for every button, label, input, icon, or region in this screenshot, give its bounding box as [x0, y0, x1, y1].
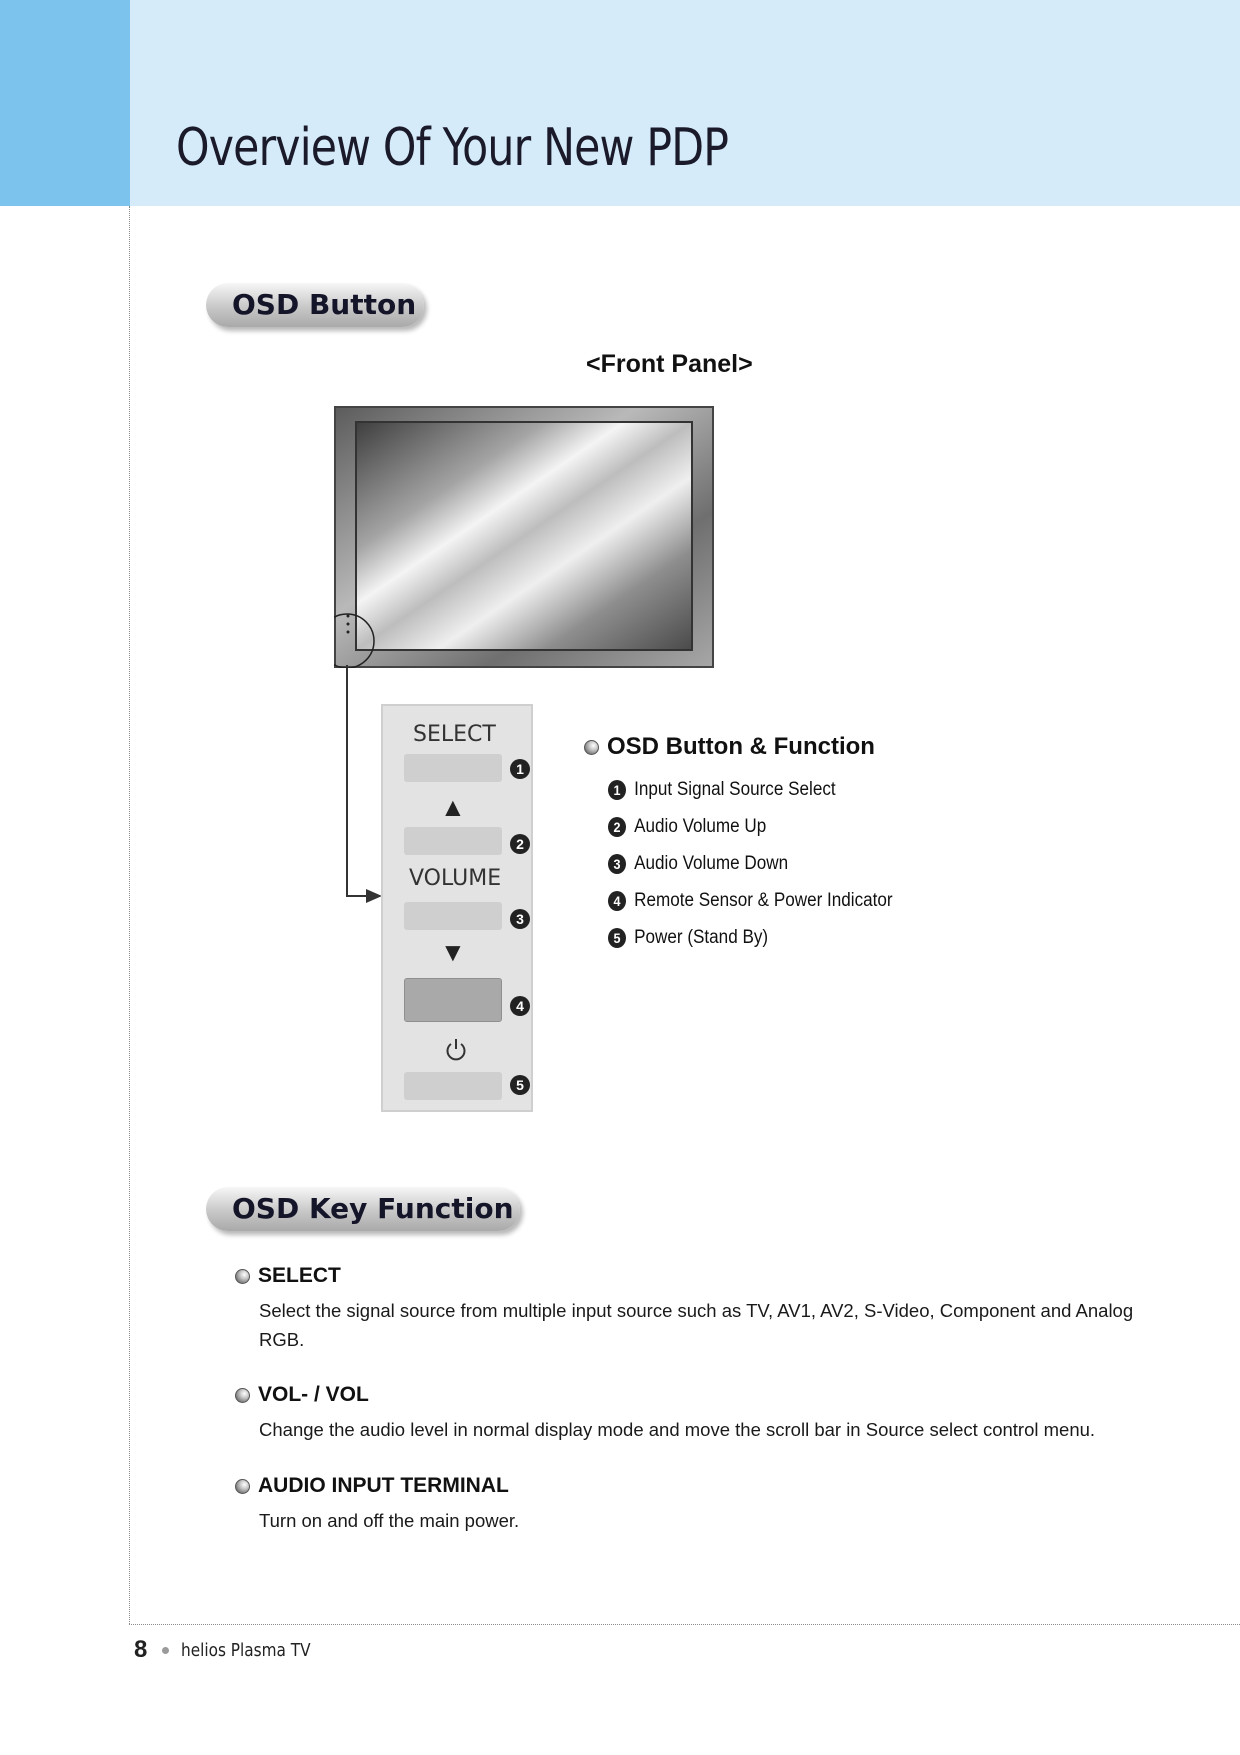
select-button[interactable]: [404, 754, 502, 782]
number-badge: 3: [608, 854, 626, 874]
bullet-icon: [584, 740, 599, 755]
key-function-description: Turn on and off the main power.: [259, 1510, 520, 1531]
osd-button-panel: [381, 704, 533, 1112]
function-item-text: Audio Volume Up: [634, 816, 767, 837]
front-panel-illustration: [334, 406, 714, 668]
key-function-description: Change the audio level in normal display mode and move the scroll bar in Source select control menu.: [259, 1419, 1096, 1440]
up-arrow-icon: ▲: [440, 792, 466, 822]
panel-volume-label: VOLUME: [409, 866, 502, 891]
key-function-title-text: AUDIO INPUT TERMINAL: [258, 1474, 509, 1497]
number-badge: 5: [510, 1075, 530, 1095]
down-arrow-icon: ▼: [440, 937, 466, 967]
osd-function-heading-text: OSD Button & Function: [607, 733, 875, 760]
footer-product-name: helios Plasma TV: [181, 1639, 311, 1661]
page-footer: [134, 1636, 334, 1664]
key-function-select: [235, 1264, 1135, 1354]
number-badge: 1: [510, 759, 530, 779]
key-function-title-text: VOL- / VOL: [258, 1383, 369, 1406]
number-badge: 5: [608, 928, 626, 948]
osd-function-heading: [584, 733, 875, 761]
volume-down-button[interactable]: [404, 902, 502, 930]
number-badge: 4: [510, 996, 530, 1016]
pointer-line: [346, 665, 348, 896]
front-panel-caption: <Front Panel>: [586, 350, 753, 378]
key-function-title-text: SELECT: [258, 1264, 341, 1287]
number-badge: 4: [608, 891, 626, 911]
function-item-text: Power (Stand By): [634, 927, 769, 948]
function-item: [608, 927, 893, 964]
page-number: 8: [134, 1636, 148, 1663]
remote-sensor-indicator: [404, 978, 502, 1022]
bullet-icon: [235, 1388, 250, 1403]
number-badge: 2: [608, 817, 626, 837]
osd-function-list: [608, 779, 924, 964]
key-function-description: Select the signal source from multiple input source such as TV, AV1, AV2, S-Video, Component and Analog RGB.: [259, 1300, 1134, 1350]
panel-select-label: SELECT: [413, 722, 496, 747]
number-badge: 1: [608, 780, 626, 800]
function-item: [608, 890, 893, 927]
function-item: [608, 816, 893, 853]
key-function-volume: [235, 1383, 1135, 1444]
function-item-text: Audio Volume Down: [634, 853, 789, 874]
bottom-dotted-rule: [129, 1624, 1240, 1625]
function-item-text: Remote Sensor & Power Indicator: [634, 890, 893, 911]
key-function-title: [235, 1383, 1135, 1407]
key-function-title: [235, 1264, 1135, 1288]
indicator-dot: [347, 623, 350, 626]
osd-button-section-label: OSD Button: [206, 283, 424, 327]
indicator-dot: [347, 615, 350, 618]
volume-up-button[interactable]: [404, 827, 502, 855]
header-left-tab: [0, 0, 130, 206]
page-title: Overview Of Your New PDP: [176, 118, 729, 178]
power-icon: [444, 1037, 468, 1063]
key-function-title: [235, 1474, 1135, 1498]
bullet-icon: [235, 1269, 250, 1284]
number-badge: 2: [510, 834, 530, 854]
function-item-text: Input Signal Source Select: [634, 779, 836, 800]
left-dotted-rule: [129, 206, 130, 1624]
function-item: [608, 779, 893, 816]
number-badge: 3: [510, 909, 530, 929]
pointer-arrow-icon: [366, 889, 382, 903]
power-button[interactable]: [404, 1072, 502, 1100]
function-item: [608, 853, 893, 890]
footer-dot-icon: [162, 1647, 169, 1654]
bullet-icon: [235, 1479, 250, 1494]
key-function-audio-input: [235, 1474, 1135, 1535]
indicator-dot: [347, 631, 350, 634]
osd-key-function-section-label: OSD Key Function: [206, 1187, 520, 1231]
